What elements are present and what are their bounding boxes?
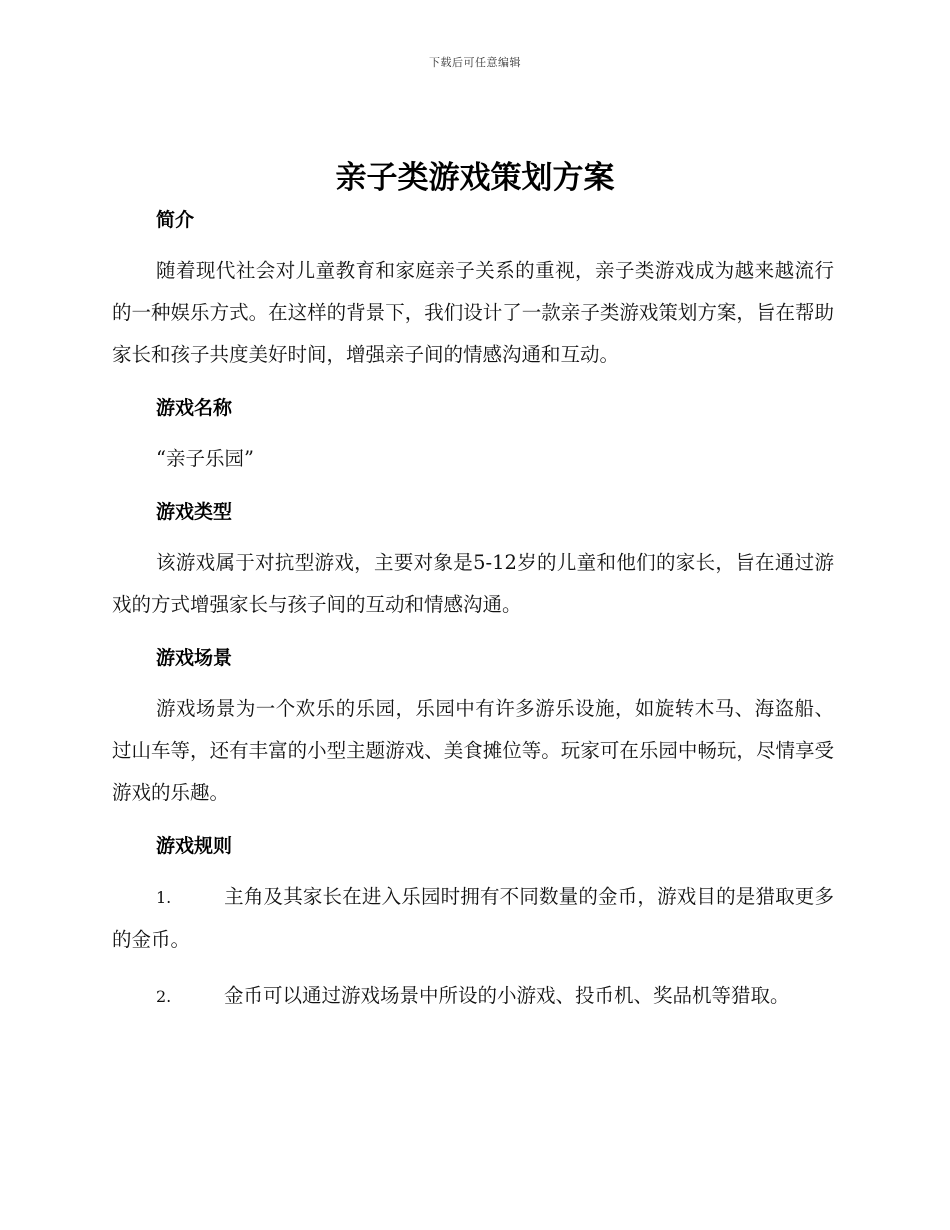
game-type-paragraph: 该游戏属于对抗型游戏，主要对象是5-12岁的儿童和他们的家长，旨在通过游戏的方式增强家长与孩子间的互动和情感沟通。	[112, 551, 834, 616]
intro-paragraph: 随着现代社会对儿童教育和家庭亲子关系的重视，亲子类游戏成为越来越流行的一种娱乐方式。在这样的背景下，我们设计了一款亲子类游戏策划方案，旨在帮助家长和孩子共度美好时间，增强亲子间的情感沟通和互动。	[112, 259, 834, 366]
rule-number: 1.	[156, 888, 172, 907]
section-heading-game-type: 游戏类型	[156, 501, 233, 523]
page-header-note: 下载后可任意编辑	[429, 56, 521, 69]
rule-number: 2.	[156, 987, 172, 1006]
section-heading-intro: 简介	[156, 209, 195, 231]
section-heading-game-name: 游戏名称	[156, 397, 233, 419]
game-scene-paragraph: 游戏场景为一个欢乐的乐园，乐园中有许多游乐设施，如旋转木马、海盗船、过山车等，还有丰富的小型主题游戏、美食摊位等。玩家可在乐园中畅玩，尽情享受游戏的乐趣。	[112, 697, 834, 804]
rule-text: 金币可以通过游戏场景中所设的小游戏、投币机、奖品机等猎取。	[224, 984, 790, 1007]
section-heading-game-scene: 游戏场景	[156, 647, 233, 669]
document-title: 亲子类游戏策划方案	[335, 160, 615, 196]
game-name-value: “亲子乐园”	[156, 447, 254, 470]
section-heading-game-rules: 游戏规则	[156, 835, 233, 857]
rule-item	[112, 876, 834, 961]
rule-item	[112, 975, 834, 1018]
document-body	[112, 202, 834, 1018]
rule-text: 主角及其家长在进入乐园时拥有不同数量的金币，游戏目的是猎取更多的金币。	[112, 885, 834, 951]
